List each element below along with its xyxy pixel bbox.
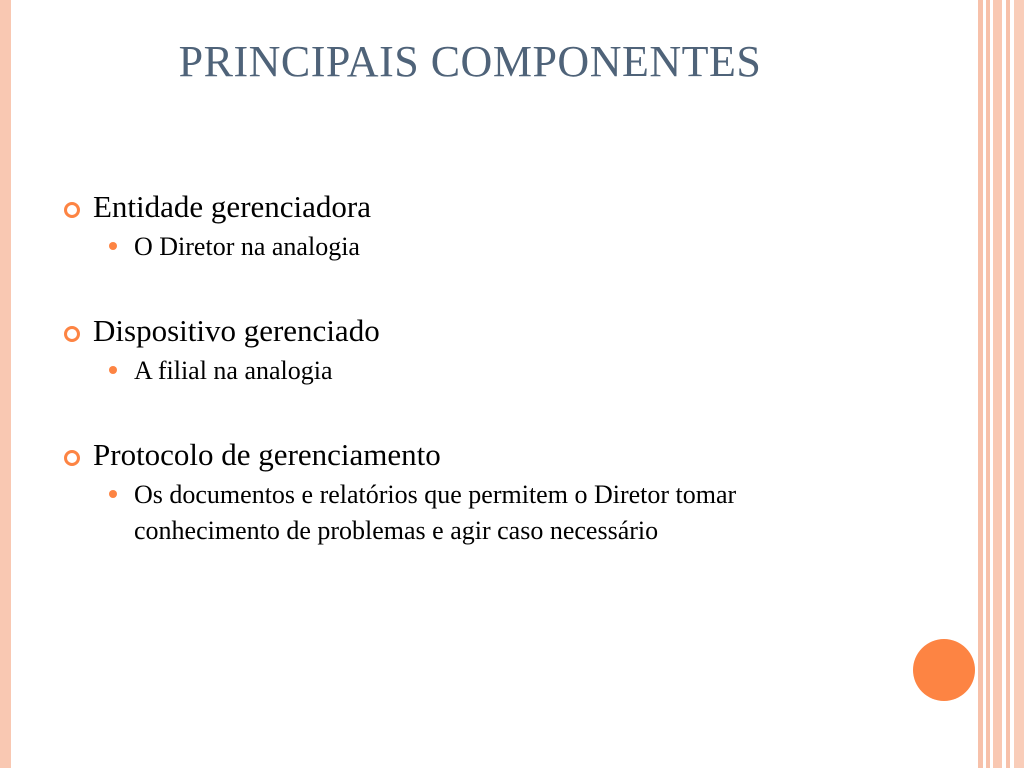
bullet-level2 xyxy=(60,477,880,549)
bullet-text: Entidade gerenciadora xyxy=(93,189,371,224)
dot-bullet-icon xyxy=(109,242,117,250)
bullet-level1 xyxy=(60,433,880,477)
bullet-level1 xyxy=(60,309,880,353)
bullet-level2 xyxy=(60,229,880,265)
dot-bullet-icon xyxy=(109,490,117,498)
right-stripe xyxy=(993,0,1002,768)
list-item xyxy=(60,433,880,549)
bullet-level2 xyxy=(60,353,880,389)
list-item xyxy=(60,309,880,389)
list-item xyxy=(60,185,880,265)
bullet-list xyxy=(60,185,880,549)
left-border-stripe xyxy=(0,0,11,768)
slide-title: PRINCIPAIS COMPONENTES xyxy=(178,37,762,86)
ring-bullet-icon xyxy=(64,326,80,342)
sub-bullet-text: Os documentos e relatórios que permitem o Diretor tomar conhecimento de problemas e agir caso necessário xyxy=(134,480,737,545)
right-stripe xyxy=(1014,0,1024,768)
sub-bullet-text: A filial na analogia xyxy=(134,356,333,385)
bullet-level1 xyxy=(60,185,880,229)
ring-bullet-icon xyxy=(64,450,80,466)
bullet-text: Protocolo de gerenciamento xyxy=(93,437,441,472)
sub-bullet-text: O Diretor na analogia xyxy=(134,232,360,261)
right-stripe xyxy=(986,0,990,768)
bullet-text: Dispositivo gerenciado xyxy=(93,313,380,348)
dot-bullet-icon xyxy=(109,366,117,374)
ring-bullet-icon xyxy=(64,202,80,218)
right-stripe xyxy=(978,0,983,768)
right-stripe xyxy=(1006,0,1010,768)
decorative-circle xyxy=(913,639,975,701)
